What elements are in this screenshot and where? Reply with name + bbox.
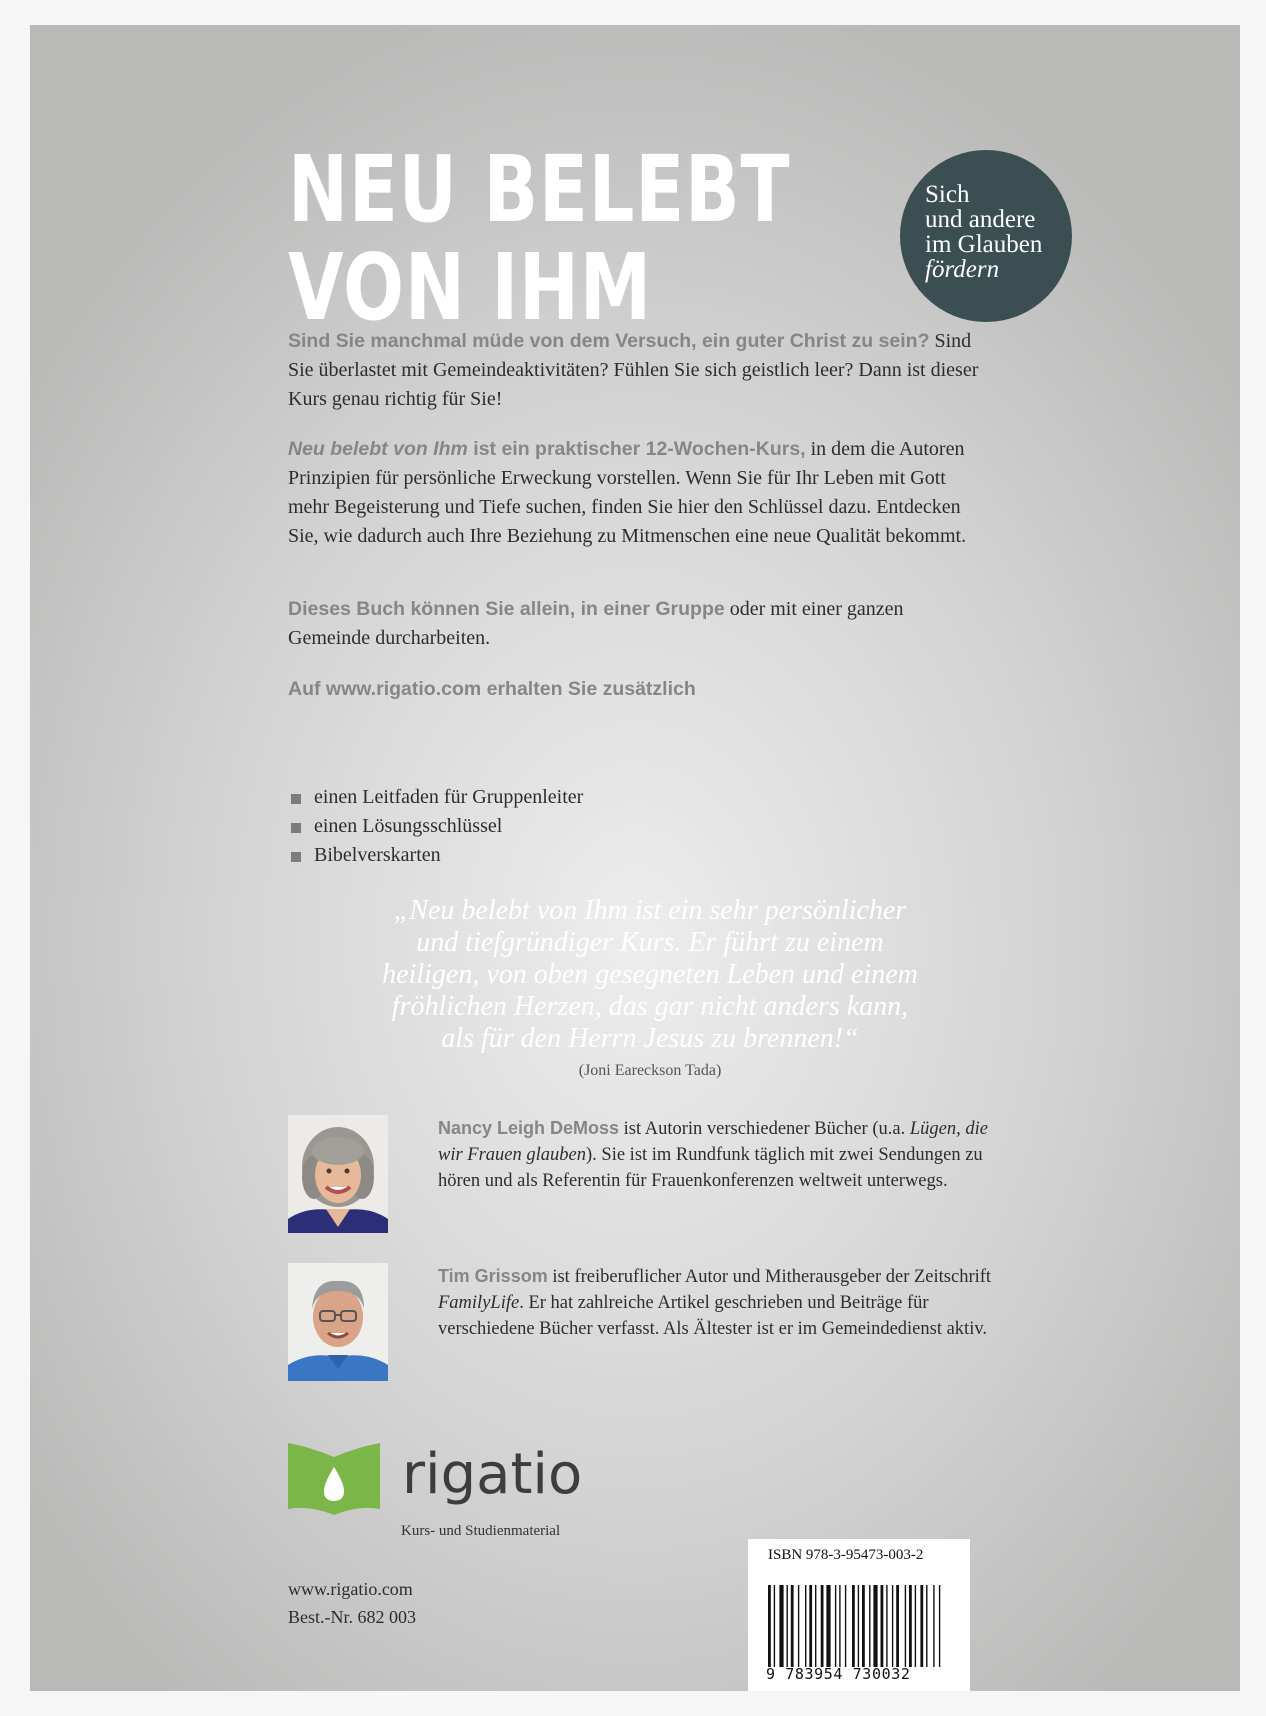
author-photo-demoss bbox=[288, 1115, 388, 1233]
title-line-2: VON IHM bbox=[288, 234, 652, 341]
bullet-square-icon bbox=[291, 823, 301, 833]
course-paragraph bbox=[288, 435, 988, 551]
badge-line-3: im Glauben bbox=[925, 231, 1043, 258]
ean-digits: 9 783954 730032 bbox=[766, 1665, 911, 1683]
list-item bbox=[288, 783, 583, 812]
publisher-name: rigatio bbox=[402, 1442, 583, 1507]
title-line-1: NEU BELEBT bbox=[288, 136, 791, 243]
list-item-label: einen Leitfaden für Gruppenleiter bbox=[314, 786, 584, 808]
publisher-tagline: Kurs- und Studienmaterial bbox=[401, 1523, 561, 1539]
order-number: Best.-Nr. 682 003 bbox=[288, 1607, 416, 1627]
author-bio-demoss bbox=[438, 1115, 998, 1194]
bullet-square-icon bbox=[291, 852, 301, 862]
endorsement-quote bbox=[290, 895, 1010, 1055]
quote-line-4: fröhlichen Herzen, das gar nicht anders kann, bbox=[391, 991, 909, 1022]
isbn-number: ISBN 978-3-95473-003-2 bbox=[768, 1547, 924, 1563]
list-item bbox=[288, 841, 583, 870]
intro-paragraph bbox=[288, 327, 988, 414]
intro-text: Sind Sie überlastet mit Gemeindeaktivitäten? Fühlen Sie sich geistlich leer? Dann ist dieser Kurs genau richtig für Sie! bbox=[288, 330, 979, 410]
author-bio-text: ). Sie ist im Rundfunk täglich mit zwei Sendungen zu hören und als Referentin für Frauenkonferenzen weltweit unterwegs. bbox=[438, 1145, 983, 1191]
quote-source: (Joni Eareckson Tada) bbox=[578, 1062, 722, 1079]
tagline-badge bbox=[900, 150, 1072, 322]
publisher-website: www.rigatio.com bbox=[288, 1579, 413, 1599]
isbn-barcode bbox=[748, 1539, 970, 1691]
author-bio-text: ist freiberuflicher Autor und Mitherausgeber der Zeitschrift bbox=[547, 1267, 992, 1287]
course-highlight: ist ein praktischer 12-Wochen-Kurs, bbox=[467, 438, 806, 460]
intro-highlight: Sind Sie manchmal müde von dem Versuch, ein guter Christ zu sein? bbox=[288, 330, 930, 352]
badge-line-4: fördern bbox=[925, 256, 1000, 283]
course-text: in dem die Autoren Prinzipien für persönliche Erweckung vorstellen. Wenn Sie für Ihr Leben mit Gott mehr Begeisterung und Tiefe suchen, finden Sie hier den Schlüssel dazu. Entdecken Sie, wie dadurch auch Ihre Beziehung zu Mitmenschen eine neue Qualität bekommt. bbox=[288, 438, 967, 547]
extras-list bbox=[288, 783, 583, 870]
barcode-icon bbox=[768, 1585, 952, 1667]
man-portrait-icon bbox=[288, 1263, 388, 1381]
usage-highlight: Dieses Buch können Sie allein, in einer Gruppe bbox=[288, 598, 725, 620]
author-magazine-title: FamilyLife bbox=[438, 1293, 520, 1313]
list-item bbox=[288, 812, 583, 841]
author-name: Nancy Leigh DeMoss bbox=[438, 1118, 620, 1138]
author-bio-grissom bbox=[438, 1263, 998, 1342]
woman-portrait-icon bbox=[288, 1115, 388, 1233]
quote-line-5: als für den Herrn Jesus zu brennen!“ bbox=[441, 1023, 859, 1054]
back-cover bbox=[30, 25, 1240, 1691]
badge-line-2: und andere bbox=[925, 206, 1036, 233]
bullet-square-icon bbox=[291, 794, 301, 804]
quote-line-1: „Neu belebt von Ihm ist ein sehr persönlicher bbox=[393, 895, 907, 926]
extras-heading-text: Auf www.rigatio.com erhalten Sie zusätzlich bbox=[288, 678, 696, 700]
extras-heading bbox=[288, 675, 988, 704]
rigatio-book-drop-icon bbox=[288, 1443, 380, 1517]
author-bio-text: . Er hat zahlreiche Artikel geschrieben und Beiträge für verschiedene Bücher verfasst. Als Ältester ist er im Gemeindedienst aktiv. bbox=[438, 1293, 988, 1339]
book-title bbox=[288, 136, 791, 341]
usage-text: oder mit einer ganzen Gemeinde durcharbeiten. bbox=[288, 598, 904, 649]
author-book-title: Lügen, die wir Frauen glauben bbox=[438, 1119, 988, 1165]
author-photo-grissom bbox=[288, 1263, 388, 1381]
course-title-italic: Neu belebt von Ihm bbox=[288, 438, 468, 460]
badge-line-1: Sich bbox=[925, 181, 970, 208]
author-name: Tim Grissom bbox=[438, 1266, 548, 1286]
author-bio-text: ist Autorin verschiedener Bücher (u.a. bbox=[619, 1119, 910, 1139]
quote-line-3: heiligen, von oben gesegneten Leben und einem bbox=[382, 959, 918, 990]
list-item-label: Bibelverskarten bbox=[314, 844, 441, 866]
list-item-label: einen Lösungsschlüssel bbox=[314, 815, 503, 837]
usage-paragraph bbox=[288, 595, 988, 653]
quote-line-2: und tiefgründiger Kurs. Er führt zu einem bbox=[416, 927, 884, 958]
